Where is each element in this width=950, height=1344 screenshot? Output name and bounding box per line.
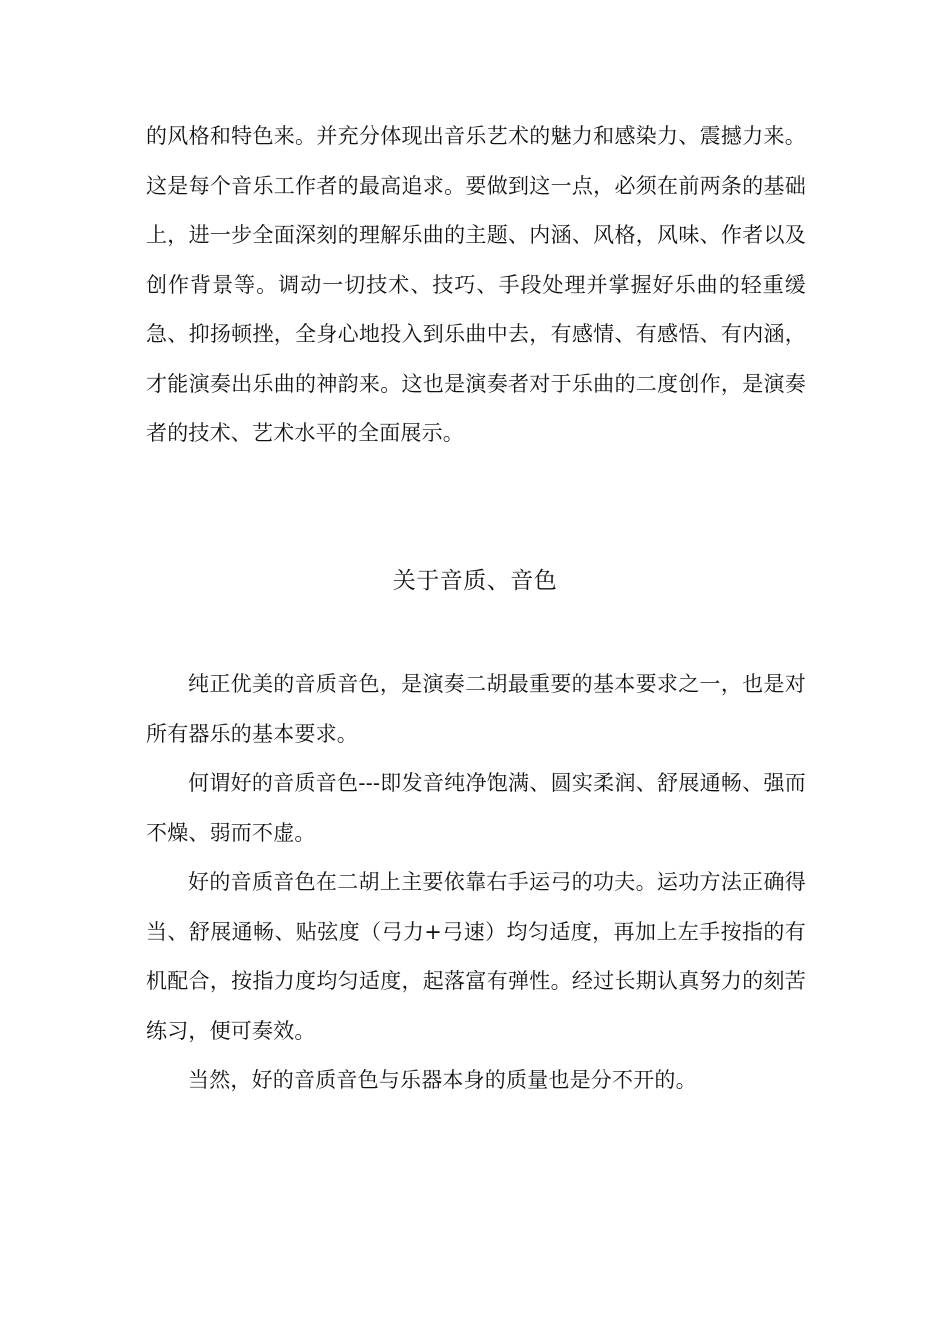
body-paragraph-2: 何谓好的音质音色---即发音纯净饱满、圆实柔润、舒展通畅、强而不燥、弱而不虚。: [146, 771, 806, 845]
continuation-paragraph: 的风格和特色来。并充分体现出音乐艺术的魅力和感染力、震撼力来。这是每个音乐工作者的最高追求。要做到这一点，必须在前两条的基础上，进一步全面深刻的理解乐曲的主题、内涵、风格，风味、作者以及创作背景等。调动一切技术、技巧、手段处理并掌握好乐曲的轻重缓急、抑扬顿挫，全身心地投入到乐曲中去，有感情、有感悟、有内涵，才能演奏出乐曲的神韵来。这也是演奏者对于乐曲的二度创作，是演奏者的技术、艺术水平的全面展示。: [146, 124, 806, 445]
section-body: [146, 660, 806, 1106]
continuation-text-block: [146, 112, 806, 459]
section-heading: 关于音质、音色: [392, 568, 558, 594]
body-paragraph-1: 纯正优美的音质音色，是演奏二胡最重要的基本要求之一，也是对所有器乐的基本要求。: [146, 672, 806, 746]
body-paragraph-3: 好的音质音色在二胡上主要依靠右手运弓的功夫。运功方法正确得当、舒展通畅、贴弦度（弓力+弓速）均匀适度，再加上左手按指的有机配合，按指力度均匀适度，起落富有弹性。经过长期认真努力的刻苦练习，便可奏效。: [146, 870, 806, 1043]
body-paragraph-4: 当然，好的音质音色与乐器本身的质量也是分不开的。: [188, 1068, 697, 1092]
